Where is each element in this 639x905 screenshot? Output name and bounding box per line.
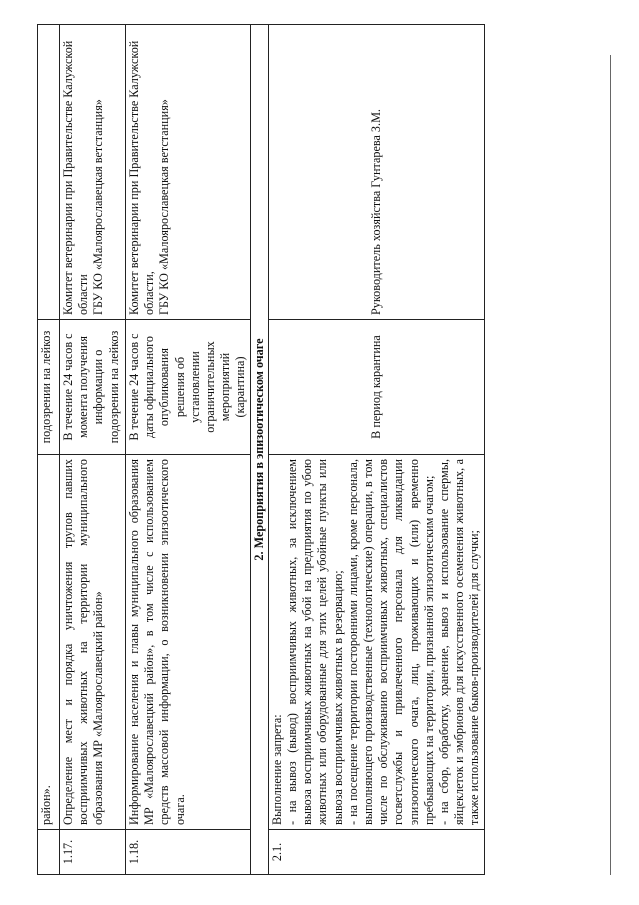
table-row-1-17 — [60, 25, 126, 875]
table-row-continuation — [38, 25, 60, 875]
row-number: 2.1. — [268, 830, 484, 875]
section-title: 2. Мероприятия в эпизоотическом очаге — [250, 25, 268, 875]
rotated-content — [0, 5, 639, 905]
description-line: Выполнение запрета: — [269, 714, 284, 825]
description-line: - на вывоз (вывод) восприимчивых животных, за исключением вывоза восприимчивых животных на убой на предприятия по убою животных или оборудованные для этих целей убойные пункты или вывоза восприимчивых животных в резервацию; — [285, 459, 345, 825]
row-deadline: В период карантина — [268, 320, 484, 455]
row-description: Информирование населения и главы муниципального образования МР «Малоярославецкий район», в том числе с использованием средств массовой информации, о возникновении эпизоотического очага. — [126, 455, 251, 830]
row-responsible: Руководитель хозяйства Гунтарева З.М. — [268, 25, 484, 320]
table-row-2-1 — [268, 25, 484, 875]
row-number — [38, 830, 60, 875]
row-deadline: В течение 24 часов с момента получения информации о подозрении на лейкоз — [60, 320, 126, 455]
row-responsible — [60, 25, 126, 320]
row-number: 1.18. — [126, 830, 251, 875]
row-number: 1.17. — [60, 830, 126, 875]
responsible-line: ГБУ КО «Малоярославецкая ветстанция» — [157, 99, 172, 315]
row-deadline: подозрении на лейкоз — [38, 320, 60, 455]
row-description: Определение мест и порядка уничтожения трупов павших восприимчивых животных на территории муниципального образования МР «Малоярославецкий район» — [60, 455, 126, 830]
description-line: - на посещение территории посторонними лицами, кроме персонала, выполняющего производственные (технологические) операции, в том числе по обслуживанию восприимчивых животных, специалистов госветслужбы и привлеченного персонала для ликвидации эпизоотического очага, лиц, проживающих и (или) временно пребывающих на территории, признанной эпизоотическим очагом; — [345, 459, 436, 825]
responsible-line: ГБУ КО «Малоярославецкая ветстанция» — [91, 99, 106, 315]
row-responsible — [126, 25, 251, 320]
responsible-line: Комитет ветеринарии при Правительстве Калужской области — [61, 40, 91, 315]
row-description — [268, 455, 484, 830]
row-responsible — [38, 25, 60, 320]
measures-table — [37, 24, 485, 875]
bottom-rule — [610, 55, 611, 875]
row-deadline: В течение 24 часов с даты официального опубликования решения об установлении ограничительных мероприятий (карантина) — [126, 320, 251, 455]
row-description: район». — [38, 455, 60, 830]
section-header-row — [250, 25, 268, 875]
table-row-1-18 — [126, 25, 251, 875]
responsible-line: Комитет ветеринарии при Правительстве Калужской области, — [127, 40, 157, 315]
description-line: - на сбор, обработку, хранение, вывоз и использование спермы, яйцеклеток и эмбрионов для искусственного осеменения животных, а также использование быков-производителей для случки; — [437, 459, 482, 825]
